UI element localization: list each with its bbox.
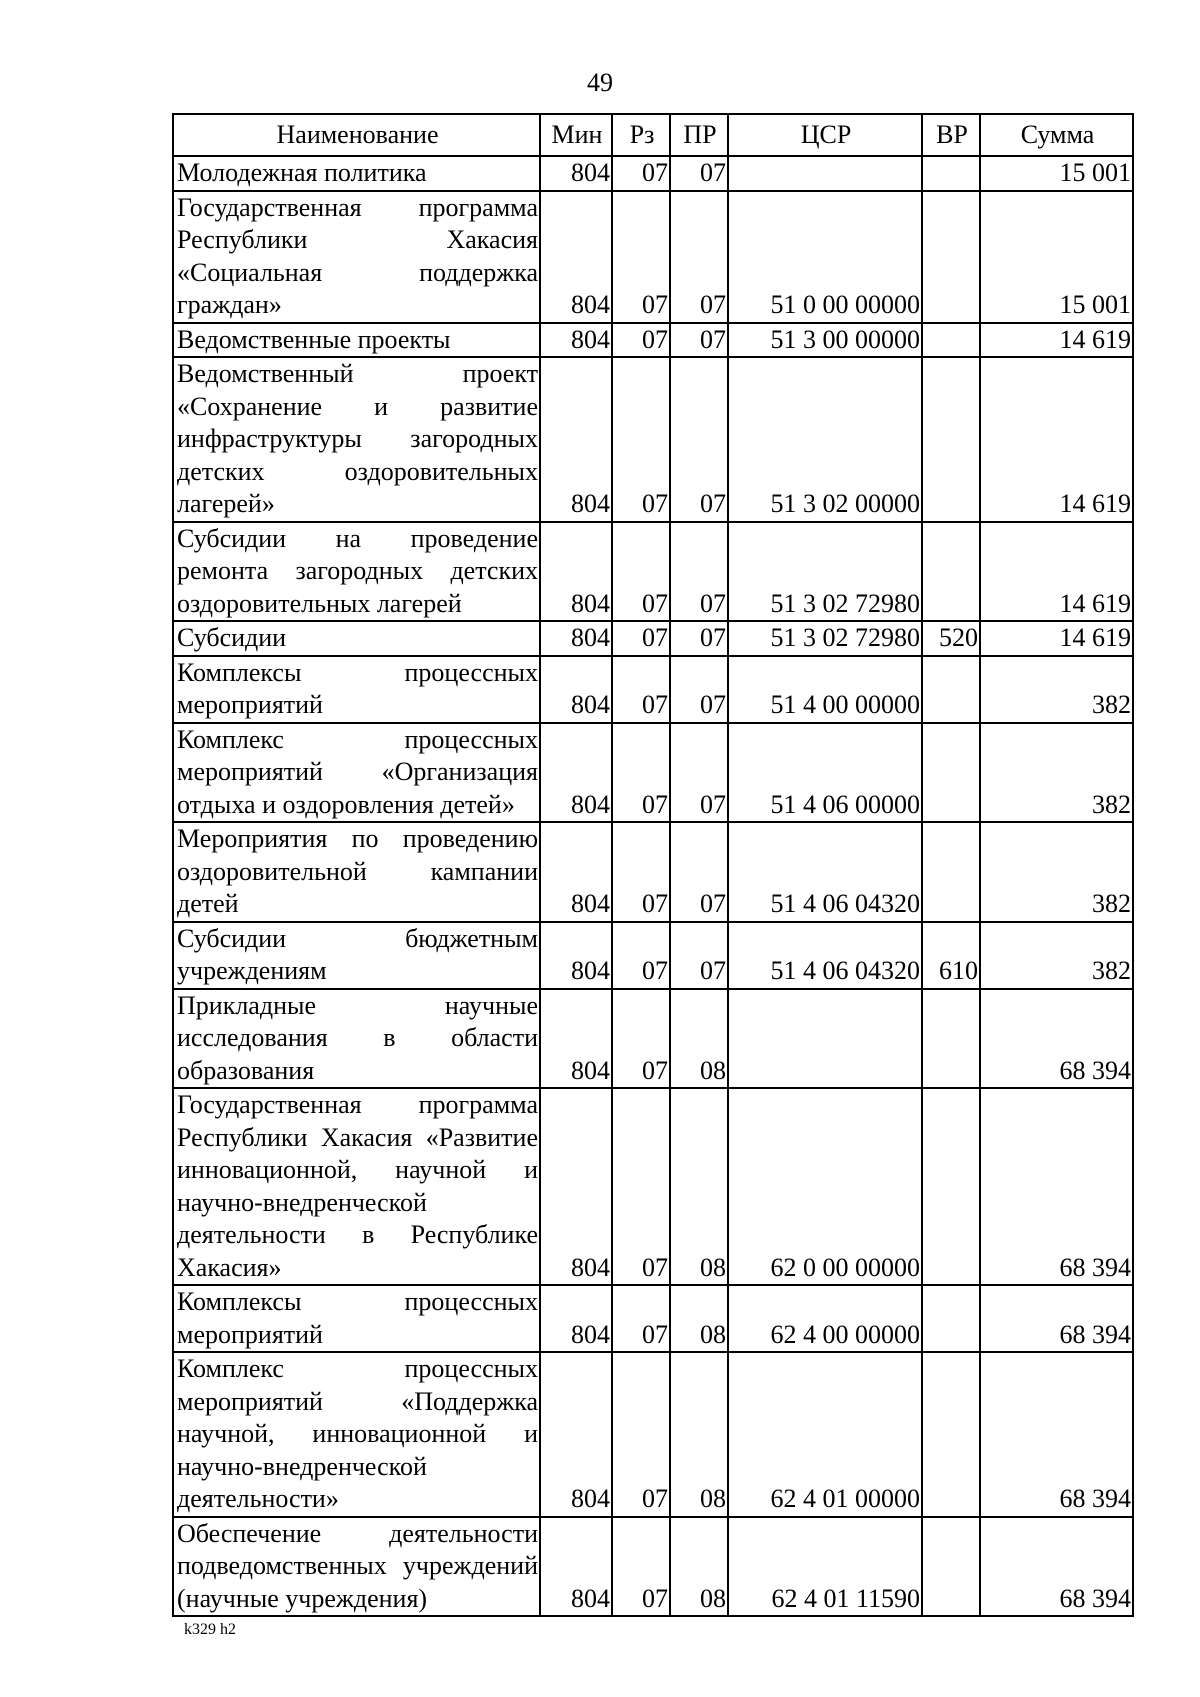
cell-name: Субсидии: [173, 621, 540, 656]
cell-name: Комплексы процессных мероприятий: [173, 656, 540, 723]
cell-csr: 62 4 00 00000: [728, 1285, 922, 1352]
cell-csr: 51 4 06 04320: [728, 822, 922, 922]
cell-rz: 07: [612, 922, 670, 989]
cell-pr: 07: [670, 522, 728, 622]
cell-rz: 07: [612, 656, 670, 723]
cell-min: 804: [540, 723, 612, 823]
cell-pr: 08: [670, 1517, 728, 1617]
cell-name: Молодежная политика: [173, 156, 540, 191]
cell-vr: [922, 323, 980, 358]
cell-pr: 08: [670, 1352, 728, 1517]
cell-name: Ведомственный проект «Сохранение и развитие инфраструктуры загородных детских оздоровительных лагерей»: [173, 357, 540, 522]
table-row: [173, 1285, 1133, 1352]
table-row: [173, 1517, 1133, 1617]
cell-pr: 07: [670, 822, 728, 922]
cell-rz: 07: [612, 357, 670, 522]
header-name: Наименование: [173, 114, 540, 156]
cell-pr: 07: [670, 621, 728, 656]
cell-min: 804: [540, 1352, 612, 1517]
cell-min: 804: [540, 621, 612, 656]
header-sum: Сумма: [980, 114, 1133, 156]
cell-pr: 07: [670, 922, 728, 989]
cell-sum: 14 619: [980, 522, 1133, 622]
table-row: [173, 522, 1133, 622]
table-row: [173, 656, 1133, 723]
cell-name: Государственная программа Республики Хакасия «Развитие инновационной, научной и научно-внедренческой деятельности в Республике Хакасия»: [173, 1088, 540, 1285]
cell-rz: 07: [612, 522, 670, 622]
cell-rz: 07: [612, 621, 670, 656]
cell-pr: 07: [670, 323, 728, 358]
cell-name: Субсидии бюджетным учреждениям: [173, 922, 540, 989]
cell-vr: [922, 522, 980, 622]
cell-vr: [922, 723, 980, 823]
cell-rz: 07: [612, 156, 670, 191]
cell-sum: 14 619: [980, 323, 1133, 358]
cell-csr: 51 4 06 04320: [728, 922, 922, 989]
cell-min: 804: [540, 156, 612, 191]
cell-sum: 382: [980, 656, 1133, 723]
cell-pr: 08: [670, 989, 728, 1089]
cell-csr: 62 4 01 11590: [728, 1517, 922, 1617]
cell-csr: 51 3 02 00000: [728, 357, 922, 522]
cell-min: 804: [540, 1088, 612, 1285]
cell-vr: 520: [922, 621, 980, 656]
cell-rz: 07: [612, 723, 670, 823]
header-csr: ЦСР: [728, 114, 922, 156]
cell-pr: 07: [670, 723, 728, 823]
cell-csr: 51 3 02 72980: [728, 621, 922, 656]
cell-sum: 68 394: [980, 1285, 1133, 1352]
cell-sum: 15 001: [980, 191, 1133, 323]
cell-rz: 07: [612, 1517, 670, 1617]
cell-rz: 07: [612, 822, 670, 922]
header-rz: Рз: [612, 114, 670, 156]
page-number: 49: [587, 68, 613, 97]
budget-table: [172, 113, 1134, 1617]
table-row: [173, 1088, 1133, 1285]
cell-name: Мероприятия по проведению оздоровительной кампании детей: [173, 822, 540, 922]
cell-rz: 07: [612, 1352, 670, 1517]
cell-vr: [922, 1352, 980, 1517]
cell-pr: 07: [670, 156, 728, 191]
cell-vr: [922, 357, 980, 522]
cell-pr: 07: [670, 191, 728, 323]
table-row: [173, 357, 1133, 522]
cell-vr: [922, 1285, 980, 1352]
cell-min: 804: [540, 989, 612, 1089]
cell-csr: [728, 989, 922, 1089]
cell-csr: [728, 156, 922, 191]
cell-min: 804: [540, 323, 612, 358]
cell-sum: 68 394: [980, 1088, 1133, 1285]
cell-min: 804: [540, 656, 612, 723]
table-row: [173, 822, 1133, 922]
cell-min: 804: [540, 922, 612, 989]
cell-vr: [922, 1517, 980, 1617]
cell-name: Комплекс процессных мероприятий «Организация отдыха и оздоровления детей»: [173, 723, 540, 823]
cell-min: 804: [540, 191, 612, 323]
cell-rz: 07: [612, 323, 670, 358]
header-min: Мин: [540, 114, 612, 156]
table-row: [173, 323, 1133, 358]
cell-csr: 51 4 00 00000: [728, 656, 922, 723]
cell-pr: 08: [670, 1285, 728, 1352]
table-row: [173, 621, 1133, 656]
cell-vr: 610: [922, 922, 980, 989]
cell-rz: 07: [612, 1285, 670, 1352]
cell-name: Комплексы процессных мероприятий: [173, 1285, 540, 1352]
cell-name: Комплекс процессных мероприятий «Поддержка научной, инновационной и научно-внедренческой деятельности»: [173, 1352, 540, 1517]
cell-min: 804: [540, 1285, 612, 1352]
table-row: [173, 922, 1133, 989]
cell-vr: [922, 656, 980, 723]
cell-csr: 62 0 00 00000: [728, 1088, 922, 1285]
table-header-row: [173, 114, 1133, 156]
table-row: [173, 1352, 1133, 1517]
table-row: [173, 191, 1133, 323]
table-row: [173, 989, 1133, 1089]
cell-vr: [922, 156, 980, 191]
cell-sum: 68 394: [980, 989, 1133, 1089]
cell-min: 804: [540, 357, 612, 522]
cell-sum: 68 394: [980, 1517, 1133, 1617]
cell-csr: 51 4 06 00000: [728, 723, 922, 823]
cell-csr: 62 4 01 00000: [728, 1352, 922, 1517]
cell-min: 804: [540, 1517, 612, 1617]
cell-rz: 07: [612, 989, 670, 1089]
cell-sum: 14 619: [980, 357, 1133, 522]
table-row: [173, 723, 1133, 823]
cell-name: Обеспечение деятельности подведомственных учреждений (научные учреждения): [173, 1517, 540, 1617]
cell-sum: 382: [980, 922, 1133, 989]
cell-vr: [922, 989, 980, 1089]
cell-rz: 07: [612, 1088, 670, 1285]
cell-sum: 15 001: [980, 156, 1133, 191]
cell-min: 804: [540, 822, 612, 922]
header-vr: ВР: [922, 114, 980, 156]
cell-sum: 382: [980, 723, 1133, 823]
cell-vr: [922, 191, 980, 323]
cell-rz: 07: [612, 191, 670, 323]
cell-vr: [922, 822, 980, 922]
cell-csr: 51 3 00 00000: [728, 323, 922, 358]
cell-vr: [922, 1088, 980, 1285]
cell-name: Прикладные научные исследования в области образования: [173, 989, 540, 1089]
cell-name: Государственная программа Республики Хакасия «Социальная поддержка граждан»: [173, 191, 540, 323]
cell-sum: 68 394: [980, 1352, 1133, 1517]
cell-pr: 07: [670, 656, 728, 723]
cell-name: Субсидии на проведение ремонта загородных детских оздоровительных лагерей: [173, 522, 540, 622]
cell-csr: 51 0 00 00000: [728, 191, 922, 323]
cell-pr: 07: [670, 357, 728, 522]
footer-code: k329 h2: [184, 1621, 236, 1638]
cell-sum: 382: [980, 822, 1133, 922]
table-row: [173, 156, 1133, 191]
cell-sum: 14 619: [980, 621, 1133, 656]
cell-min: 804: [540, 522, 612, 622]
table-body: [173, 156, 1133, 1616]
cell-csr: 51 3 02 72980: [728, 522, 922, 622]
cell-name: Ведомственные проекты: [173, 323, 540, 358]
cell-pr: 08: [670, 1088, 728, 1285]
header-pr: ПР: [670, 114, 728, 156]
